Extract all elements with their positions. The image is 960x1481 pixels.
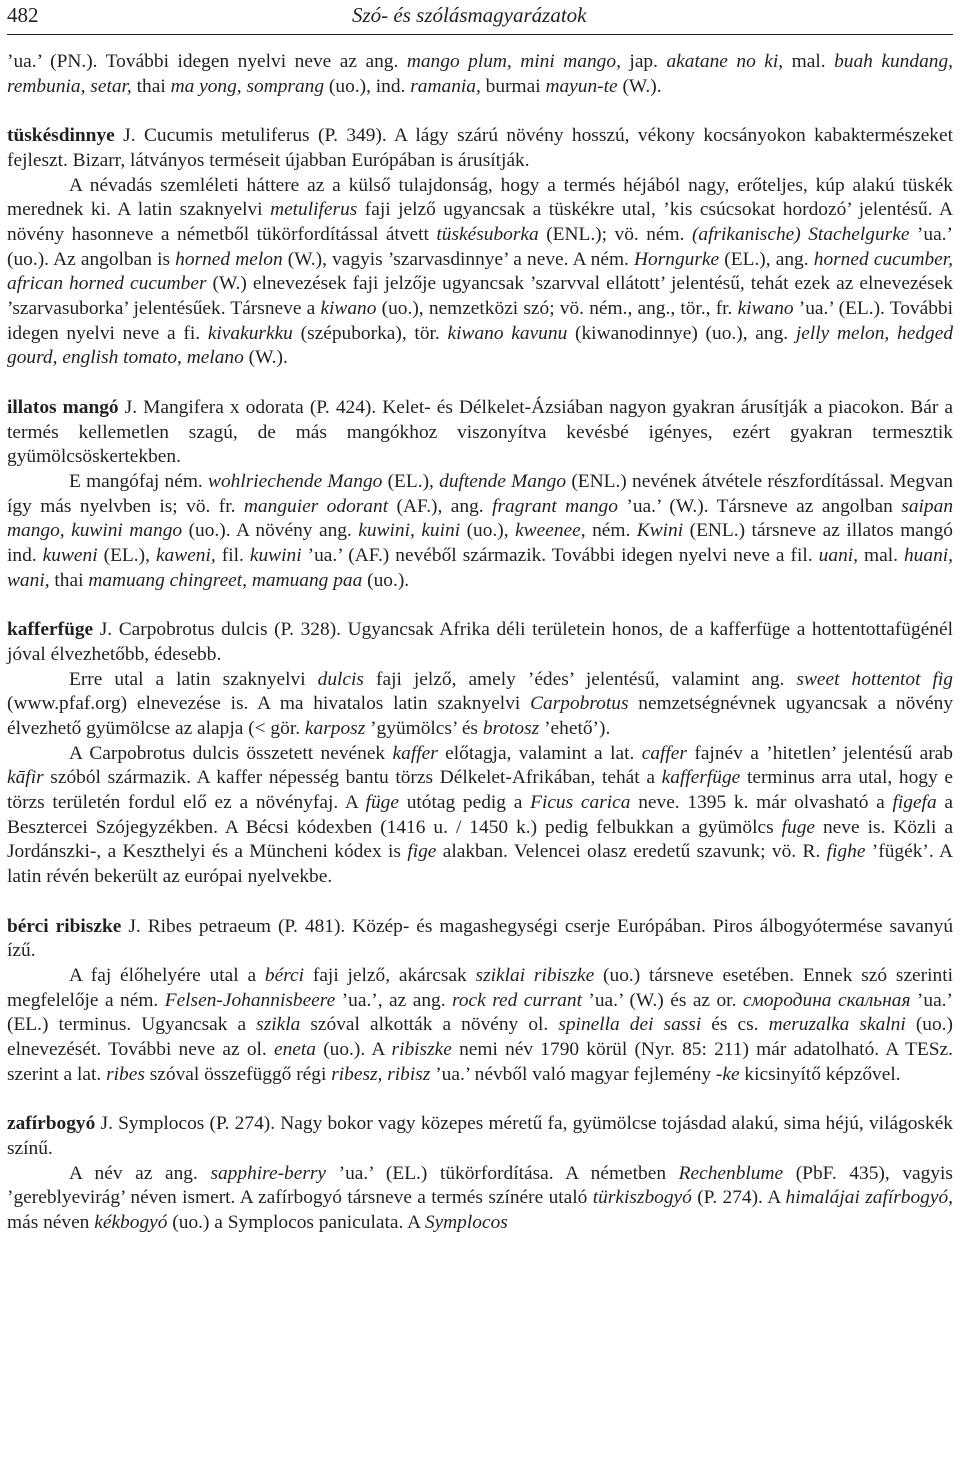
text-run: E mangófaj ném. (69, 470, 209, 492)
text-run: (uo.). A növény ang. (182, 520, 359, 542)
text-run: burmai (480, 75, 546, 97)
text-run: thai (49, 569, 89, 591)
italic-term: caffer (641, 742, 687, 764)
text-run: (EL.), (382, 470, 440, 492)
text-run: (uo.) a Symplocos paniculata. A (167, 1211, 425, 1233)
italic-term: duftende Mango (439, 470, 567, 492)
italic-term: uani, (818, 545, 858, 567)
text-run: ’ua.’ (EL.). További idegen nyelvi neve a fi. (7, 298, 953, 344)
page-number: 482 (7, 3, 39, 27)
text-run: (kiwanodinnye) (uo.), ang. (567, 322, 796, 344)
italic-term: türkiszbogyó (592, 1187, 692, 1209)
italic-term: buah kundang, rembunia, setar, (7, 51, 953, 97)
text-run: faji jelző, akárcsak (304, 964, 476, 986)
text-run: (W.). (243, 347, 288, 369)
text-run: (EL.), (97, 545, 156, 567)
text-run: (PbF. 435), vagyis ’gereblyevirág’ néven ismert. A zafírbogyó társneve a termés színére utaló (7, 1162, 953, 1209)
italic-term: Rechenblume (678, 1162, 784, 1184)
italic-term: manguier odorant (243, 495, 389, 517)
headword: tüskésdinnye (7, 125, 115, 147)
italic-term: Kwini (636, 520, 684, 542)
paragraph (7, 50, 953, 99)
running-header (7, 2, 953, 28)
italic-term: horned cucumber, african horned cucumber (7, 248, 953, 295)
italic-term: wohlriechende Mango (208, 470, 383, 492)
text-run: ’ua.’, az ang. (335, 989, 453, 1011)
italic-term: ribesz, ribisz (331, 1063, 431, 1085)
italic-term: sziklai ribiszke (475, 964, 595, 986)
italic-term: füge (365, 792, 399, 814)
text-run: ’ua.’ (EL.) tükörfordítása. A németben (326, 1162, 679, 1184)
italic-term: figefa (892, 792, 937, 814)
italic-term: ribes (106, 1063, 145, 1085)
text-run: (W.), vagyis ’szarvasdinnye’ a neve. A ném. (282, 248, 635, 270)
italic-term: kuwini (249, 545, 302, 567)
italic-term: mango plum, mini mango, (406, 51, 621, 72)
text-run: (ENL.); vö. ném. (538, 223, 692, 245)
italic-term: kuweni (42, 545, 98, 567)
text-run: (uo.), nemzetközi szó; vö. ném., ang., tör., fr. (376, 298, 738, 320)
text-run: neve is. Közli a Jordánszki-, a Keszthelyi és a Müncheni kódex is (7, 816, 953, 863)
italic-term: kafferfüge (661, 767, 741, 789)
text-run: utótag pedig a (398, 792, 531, 814)
italic-term: metuliferus (270, 199, 358, 221)
text-run: nemzetségnévnek ugyancsak a növény élvezhető gyümölcse az alapja (< gör. (7, 693, 954, 739)
italic-term: kiwano (320, 298, 377, 320)
text-run: fajnév a ’hitetlen’ jelentésű arab (686, 742, 953, 764)
text-run: (uo.) elnevezését. További neve az ol. (7, 1014, 953, 1061)
text-run: (www.pfaf.org) elnevezése is. A ma hivatalos latin szaknyelvi (7, 693, 531, 715)
text-run: (ENL.) nevének átvétele részfordítással. Megvan így más nyelvben is; vö. fr. (7, 470, 953, 517)
text-run: A Carpobrotus dulcis összetett nevének (69, 742, 393, 764)
italic-term: смородина скальная (742, 989, 911, 1011)
text-run: faji jelző ugyancsak a tüskékre utal, ’kis csúcsokat hordozó’ jelentésű. A növény hasonneve a németből tükörfordítással átvett (7, 199, 953, 245)
italic-term: kiwano (737, 298, 794, 320)
text-run: kicsinyítő képzővel. (739, 1063, 901, 1085)
headword: bérci ribiszke (7, 915, 122, 937)
entry-paragraph (7, 618, 953, 667)
italic-term: kékbogyó (94, 1211, 168, 1233)
text-run: (EL.), ang. (719, 248, 814, 270)
italic-term: ribiszke (391, 1039, 452, 1061)
italic-term: eneta (273, 1039, 316, 1061)
italic-term: kaffer (392, 742, 438, 764)
italic-term: saipan mango, kuwini mango (7, 495, 954, 542)
headword: illatos mangó (7, 396, 119, 418)
text-run: ném. (585, 520, 637, 542)
headword: kafferfüge (7, 619, 94, 641)
text-run: a Besztercei Szójegyzékben. A Bécsi kódexben (1416 u. / 1450 k.) pedig felbukkan a gyümölcs (7, 792, 954, 838)
italic-term: sweet hottentot fig (796, 668, 953, 690)
italic-term: spinella dei sassi (558, 1014, 702, 1036)
italic-term: kiwano kavunu (447, 322, 568, 344)
text-run: J. Ribes petraeum (P. 481). Közép- és magashegységi cserje Európában. Piros álbogyótermése savanyú ízű. (7, 915, 954, 962)
text-run: A névadás szemléleti háttere az a külső tulajdonság, hogy a termés héjából nagy, erőteljes, kúp alakú tüskék merednek ki. A latin szaknyelvi (7, 174, 953, 221)
text-run: alakban. Velencei olasz eredetű szavunk; vö. R. (436, 841, 827, 863)
paragraph (7, 668, 953, 742)
text-run: neve. 1395 k. már olvasható a (630, 792, 893, 814)
text-run: mal. (858, 545, 904, 567)
italic-term: Ficus carica (530, 792, 631, 814)
text-run: ’ehető’). (539, 717, 611, 739)
text-run: fil. (215, 545, 250, 567)
text-run: ’ua.’ (W.). Társneve az angolban (617, 495, 902, 517)
italic-term: jelly melon, hedged gourd, english tomato, melano (7, 322, 954, 369)
dictionary-body (7, 50, 953, 1236)
italic-term: dulcis (317, 668, 364, 690)
text-run: ’ua.’ (uo.). Az angolban is (7, 223, 953, 270)
italic-term: (afrikanische) Stachelgurke (691, 223, 910, 245)
italic-term: tüskésuborka (436, 223, 539, 245)
italic-term: rock red currant (452, 989, 582, 1011)
italic-term: kivakurkku (207, 322, 293, 344)
italic-term: mayun-te (545, 75, 618, 97)
italic-term: karposz (304, 717, 366, 739)
running-title: Szó- és szólásmagyarázatok (352, 3, 587, 27)
italic-term: himalájai zafírbogyó, (785, 1187, 953, 1209)
text-run: mal. (783, 51, 835, 72)
text-run: ’ua.’ (AF.) nevéből származik. További idegen nyelvi neve a fil. (301, 545, 819, 567)
entry-paragraph (7, 1112, 953, 1161)
italic-term: ramania, (410, 75, 481, 97)
text-run: szóval összefüggő régi (144, 1063, 332, 1085)
text-run: (uo.), (460, 520, 516, 542)
italic-term: huani, wani, (7, 545, 954, 591)
text-run: ’ua.’ (EL.) terminus. Ugyancsak a (7, 989, 953, 1036)
text-run: ’ua.’ (PN.). További idegen nyelvi neve az ang. (7, 51, 407, 72)
text-run: thai (131, 75, 171, 97)
text-run: ’ua.’ (W.) és az or. (581, 989, 743, 1011)
italic-term: ma yong, somprang (170, 75, 325, 97)
text-run: J. Mangifera x odorata (P. 424). Kelet- és Délkelet-Ázsiában nagyon gyakran árusítják a piacokon. Bár a termés kellemetlen szagú, de más mangókhoz viszonyítva kevésbé igényes, ezért gyakran termesztik gyümölcsöskertekben. (7, 396, 953, 468)
header-rule (7, 34, 953, 35)
text-run: ’gyümölcs’ és (365, 717, 483, 739)
italic-term: fige (407, 841, 437, 863)
text-run: jap. (620, 51, 667, 72)
headword: zafírbogyó (7, 1113, 96, 1135)
italic-term: kweenee, (515, 520, 586, 542)
paragraph (7, 742, 953, 890)
text-run: nemi név 1790 körül (Nyr. 85: 211) már adatolható. A TESz. szerint a lat. (7, 1039, 953, 1085)
text-run: (uo.), ind. (324, 75, 411, 97)
italic-term: brotosz (482, 717, 540, 739)
italic-term: Symplocos (424, 1211, 508, 1233)
italic-term: akatane no ki, (666, 51, 784, 72)
text-run: (W.). (617, 75, 662, 97)
text-run: (uo.). (362, 569, 410, 591)
text-run: (uo.) társneve esetében. Ennek szó szerinti megfelelője a ném. (7, 964, 953, 1011)
text-run: terminus arra utal, hogy e törzs területén fordul elő ez a növényfaj. A (7, 767, 953, 814)
text-run: Erre utal a latin szaknyelvi (69, 668, 318, 690)
text-run: A név az ang. (69, 1162, 211, 1184)
text-run: (uo.). A (315, 1039, 392, 1061)
italic-term: fighe (826, 841, 866, 863)
paragraph (7, 174, 953, 372)
text-run: más néven (7, 1211, 95, 1233)
entry-paragraph (7, 915, 953, 964)
italic-term: kaweni, (155, 545, 216, 567)
italic-term: horned melon (175, 248, 283, 270)
text-run: (AF.), ang. (388, 495, 493, 517)
text-run: J. Symplocos (P. 274). Nagy bokor vagy közepes méretű fa, gyümölcse tojásdad alakú, sima héjú, világoskék színű. (7, 1113, 953, 1159)
italic-term: kāfir (7, 767, 44, 789)
text-run: (W.) elnevezések faji jelzője ugyancsak ’szarvval ellátott’ jelentésű, tehát ezek az elnevezések ’szarvasuborka’ jelentésűek. Társneve a (7, 273, 953, 320)
text-run: (ENL.) társneve az illatos mangó ind. (7, 520, 953, 567)
text-run: ’fügék’. A latin révén bekerült az európai nyelvekbe. (7, 841, 953, 888)
text-run: J. Carpobrotus dulcis (P. 328). Ugyancsak Afrika déli területein honos, de a kafferfüge a hottentottafügénél jóval élvezhetőbb, édesebb. (7, 619, 953, 665)
text-run: ’ua.’ névből való magyar fejlemény (430, 1063, 716, 1085)
italic-term: Carpobrotus (530, 693, 629, 715)
text-run: és cs. (701, 1014, 769, 1036)
text-run: szóból származik. A kaffer népesség bantu törzs Délkelet-Afrikában, tehát a (43, 767, 662, 789)
italic-term: kuwini, kuini (358, 520, 461, 542)
paragraph (7, 470, 953, 594)
text-run: (szépuborka), tör. (292, 322, 448, 344)
italic-term: bérci (264, 964, 305, 986)
italic-term: meruzalka skalni (768, 1014, 906, 1036)
italic-term: -ke (715, 1063, 740, 1085)
text-run: előtagja, valamint a lat. (437, 742, 642, 764)
text-run: A faj élőhelyére utal a (69, 964, 265, 986)
italic-term: szikla (256, 1014, 301, 1036)
paragraph (7, 1162, 953, 1236)
italic-term: mamuang chingreet, mamuang paa (88, 569, 363, 591)
entry-paragraph (7, 124, 953, 173)
italic-term: fragrant mango (492, 495, 618, 517)
italic-term: sapphire-berry (210, 1162, 327, 1184)
text-run: (P. 274). A (691, 1187, 786, 1209)
entry-paragraph (7, 396, 953, 470)
text-run: faji jelző, amely ’édes’ jelentésű, valamint ang. (363, 668, 797, 690)
italic-term: fuge (781, 816, 815, 838)
italic-term: Felsen-Johannisbeere (164, 989, 336, 1011)
text-run: J. Cucumis metuliferus (P. 349). A lágy szárú növény hosszú, vékony kocsányokon kabaktermészeket fejleszt. Bizarr, látványos terméseit újabban Európában is árusítják. (7, 125, 953, 171)
text-run: szóval alkották a növény ol. (300, 1014, 559, 1036)
italic-term: Horngurke (634, 248, 720, 270)
paragraph (7, 964, 953, 1088)
